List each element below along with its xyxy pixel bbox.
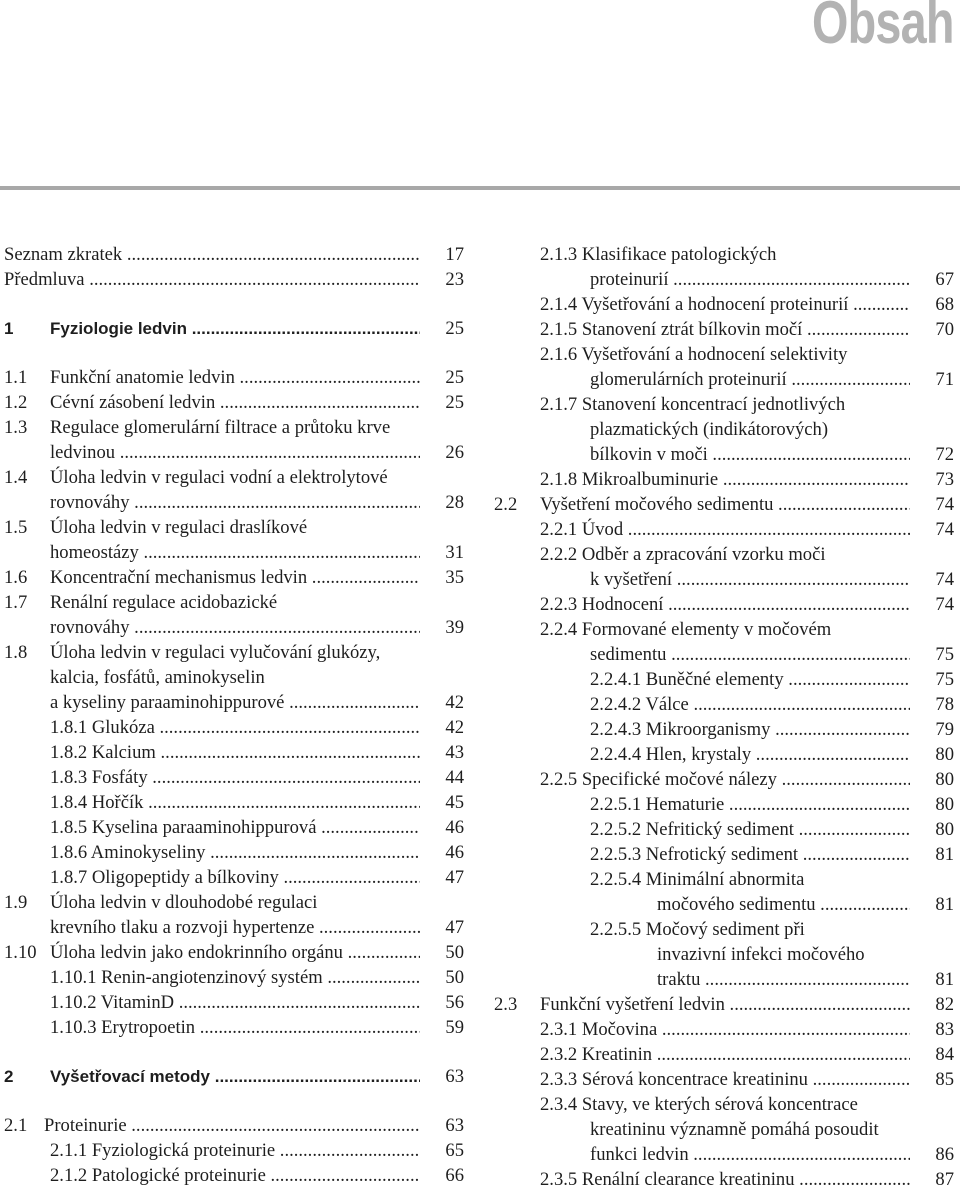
toc-entry-label: 2.3.4 Stavy, ve kterých sérová koncentrace (540, 1094, 858, 1115)
toc-entry[interactable] (494, 467, 954, 492)
toc-entry-number: 1.10 (4, 942, 37, 963)
toc-entry-label: 2.1.1 Fyziologická proteinurie ..... (50, 1138, 420, 1163)
toc-entry (494, 342, 954, 367)
toc-entry-label: Úloha ledvin jako endokrinního orgánu ..... (50, 940, 420, 965)
toc-entry-label: proteinurií ..... (590, 267, 910, 292)
toc-entry[interactable] (4, 490, 464, 515)
toc-entry[interactable] (4, 765, 464, 790)
toc-entry[interactable] (4, 440, 464, 465)
toc-entry-number: 1.9 (4, 892, 28, 913)
toc-entry-label: funkci ledvin ..... (590, 1142, 910, 1167)
toc-entry-label: 2.3.2 Kreatinin ..... (540, 1042, 910, 1067)
toc-entry[interactable] (494, 292, 954, 317)
toc-entry-page-number: 23 (445, 269, 464, 290)
toc-entry[interactable] (4, 790, 464, 815)
toc-entry-page-number: 25 (445, 392, 464, 413)
toc-entry-label: plazmatických (indikátorových) (590, 419, 829, 440)
toc-entry-label: 1.10.1 Renin-angiotenzinový systém ..... (50, 965, 420, 990)
toc-entry-label: Funkční anatomie ledvin ..... (50, 365, 420, 390)
toc-entry-page-number: 25 (445, 318, 464, 339)
toc-entry-page-number: 71 (935, 369, 954, 390)
toc-entry-label: Vyšetření močového sedimentu ..... (540, 492, 910, 517)
toc-entry-page-number: 82 (935, 994, 954, 1015)
toc-entry-page-number: 80 (935, 794, 954, 815)
toc-entry[interactable] (494, 317, 954, 342)
toc-entry-page-number: 79 (935, 719, 954, 740)
toc-entry-label: Úloha ledvin v regulaci vylučování glukózy, (50, 642, 381, 663)
section-gap (4, 1089, 464, 1113)
toc-entry[interactable] (4, 1138, 464, 1163)
page-title: Obsah (812, 0, 954, 56)
toc-entry-page-number: 72 (935, 444, 954, 465)
toc-entry-label: Vyšetřovací metody ..... (50, 1064, 420, 1089)
toc-entry-label: kreatininu významně pomáhá posoudit (590, 1119, 879, 1140)
toc-entry-page-number: 46 (445, 842, 464, 863)
toc-entry-page-number: 68 (935, 294, 954, 315)
toc-entry[interactable] (4, 940, 464, 965)
toc-entry-page-number: 50 (445, 967, 464, 988)
toc-entry-label: ledvinou ..... (50, 440, 420, 465)
toc-entry-page-number: 81 (935, 969, 954, 990)
toc-entry[interactable] (494, 517, 954, 542)
toc-entry-label: 1.8.7 Oligopeptidy a bílkoviny ..... (50, 865, 420, 890)
toc-entry (494, 542, 954, 567)
toc-entry (4, 590, 464, 615)
toc-entry-page-number: 28 (445, 492, 464, 513)
toc-entry-label: Renální regulace acidobazické (50, 592, 278, 613)
toc-entry[interactable] (4, 365, 464, 390)
toc-entry[interactable] (4, 965, 464, 990)
toc-entry-label: 2.1.6 Vyšetřování a hodnocení selektivity (540, 344, 848, 365)
toc-entry-page-number: 74 (935, 519, 954, 540)
toc-entry-label: sedimentu ..... (590, 642, 910, 667)
toc-entry-number: 1.8 (4, 642, 28, 663)
toc-entry[interactable] (494, 667, 954, 692)
toc-entry-label: 2.2.4.4 Hlen, krystaly ..... (590, 742, 910, 767)
toc-entry[interactable] (4, 740, 464, 765)
toc-entry-page-number: 81 (935, 894, 954, 915)
toc-entry[interactable] (4, 615, 464, 640)
toc-entry-number: 1 (4, 319, 14, 338)
toc-entry[interactable] (4, 990, 464, 1015)
toc-entry-number: 1.2 (4, 392, 28, 413)
toc-entry-page-number: 43 (445, 742, 464, 763)
toc-entry-label: 2.2.3 Hodnocení ..... (540, 592, 910, 617)
toc-entry-page-number: 75 (935, 644, 954, 665)
toc-entry[interactable] (494, 592, 954, 617)
section-gap (4, 341, 464, 365)
toc-entry[interactable] (4, 865, 464, 890)
toc-entry-number: 2.3 (494, 994, 518, 1015)
toc-entry-page-number: 86 (935, 1144, 954, 1165)
toc-entry-page-number: 70 (935, 319, 954, 340)
toc-entry-page-number: 84 (935, 1044, 954, 1065)
toc-entry-number: 2 (4, 1067, 14, 1086)
toc-entry[interactable] (4, 715, 464, 740)
toc-entry (494, 942, 954, 967)
toc-entry-number: 1.6 (4, 567, 28, 588)
toc-entry-label: 1.8.4 Hořčík ..... (50, 790, 420, 815)
toc-entry[interactable] (494, 717, 954, 742)
section-gap (4, 292, 464, 316)
toc-entry-page-number: 46 (445, 817, 464, 838)
toc-entry-page-number: 17 (445, 244, 464, 265)
toc-entry-number: 1.5 (4, 517, 28, 538)
toc-entry-label: 2.2.5 Specifické močové nálezy ..... (540, 767, 910, 792)
toc-entry[interactable] (494, 792, 954, 817)
toc-entry-page-number: 56 (445, 992, 464, 1013)
toc-entry[interactable] (4, 390, 464, 415)
toc-entry-label: 2.2.5.2 Nefritický sediment ..... (590, 817, 910, 842)
toc-entry-page-number: 65 (445, 1140, 464, 1161)
toc-entry-label: a kyseliny paraaminohippurové ..... (50, 690, 420, 715)
toc-entry (4, 415, 464, 440)
toc-entry[interactable] (4, 1015, 464, 1040)
toc-entry[interactable] (494, 492, 954, 517)
toc-entry-page-number: 81 (935, 844, 954, 865)
toc-entry-label: bílkovin v moči ..... (590, 442, 910, 467)
header-divider (0, 186, 960, 190)
toc-entry-label: 2.1.7 Stanovení koncentrací jednotlivých (540, 394, 846, 415)
toc-entry-label: 2.3.1 Močovina ..... (540, 1017, 910, 1042)
toc-entry-page-number: 80 (935, 744, 954, 765)
toc-entry-label: 2.2.2 Odběr a zpracování vzorku moči (540, 544, 826, 565)
toc-entry[interactable] (494, 992, 954, 1017)
toc-entry-label: 2.1.3 Klasifikace patologických (540, 244, 777, 265)
toc-entry-label: Proteinurie ..... (44, 1113, 420, 1138)
toc-entry-number: 2.1 (4, 1115, 28, 1136)
toc-entry-label: 1.8.2 Kalcium ..... (50, 740, 420, 765)
toc-entry-page-number: 59 (445, 1017, 464, 1038)
toc-entry-number: 2.2 (494, 494, 518, 515)
toc-entry-page-number: 44 (445, 767, 464, 788)
toc-entry-label: kalcia, fosfátů, aminokyselin (50, 667, 265, 688)
toc-entry[interactable] (4, 267, 464, 292)
toc-entry (4, 515, 464, 540)
toc-entry[interactable] (494, 967, 954, 992)
toc-entry (4, 890, 464, 915)
toc-entry[interactable] (494, 1167, 954, 1192)
toc-entry-page-number: 39 (445, 617, 464, 638)
toc-entry-page-number: 74 (935, 494, 954, 515)
toc-entry-label: 2.2.5.3 Nefrotický sediment ..... (590, 842, 910, 867)
toc-entry-page-number: 26 (445, 442, 464, 463)
toc-entry-page-number: 66 (445, 1165, 464, 1186)
toc-entry (494, 617, 954, 642)
toc-entry-label: Úloha ledvin v regulaci vodní a elektrolytové (50, 467, 388, 488)
toc-entry-label: Úloha ledvin v dlouhodobé regulaci (50, 892, 318, 913)
toc-entry[interactable] (494, 767, 954, 792)
toc-entry-page-number: 78 (935, 694, 954, 715)
toc-entry[interactable] (4, 840, 464, 865)
toc-entry (494, 417, 954, 442)
toc-entry[interactable] (4, 1064, 464, 1089)
toc-entry-label: krevního tlaku a rozvoji hypertenze ..... (50, 915, 420, 940)
toc-entry-page-number: 80 (935, 769, 954, 790)
toc-entry[interactable] (4, 815, 464, 840)
toc-entry[interactable] (494, 817, 954, 842)
toc-entry-label: rovnováhy ..... (50, 490, 420, 515)
toc-entry-page-number: 45 (445, 792, 464, 813)
toc-entry-number: 1.7 (4, 592, 28, 613)
toc-entry-page-number: 42 (445, 717, 464, 738)
toc-entry-page-number: 50 (445, 942, 464, 963)
toc-entry[interactable] (494, 742, 954, 767)
toc-entry-label: 1.8.1 Glukóza ..... (50, 715, 420, 740)
toc-entry-label: 2.1.5 Stanovení ztrát bílkovin močí ..... (540, 317, 910, 342)
toc-entry (494, 242, 954, 267)
toc-entry[interactable] (494, 692, 954, 717)
toc-entry (494, 1092, 954, 1117)
toc-entry[interactable] (494, 642, 954, 667)
toc-entry-label: 2.2.4.2 Válce ..... (590, 692, 910, 717)
toc-entry-label: močového sedimentu ..... (657, 892, 910, 917)
toc-entry-label: Cévní zásobení ledvin ..... (50, 390, 420, 415)
toc-entry (4, 665, 464, 690)
toc-entry-label: 2.2.4.1 Buněčné elementy ..... (590, 667, 910, 692)
toc-entry-label: 1.10.2 VitaminD ..... (50, 990, 420, 1015)
toc-entry[interactable] (494, 1017, 954, 1042)
toc-entry-page-number: 35 (445, 567, 464, 588)
toc-entry-label: 2.2.1 Úvod ..... (540, 517, 910, 542)
toc-entry-label: homeostázy ..... (50, 540, 420, 565)
toc-entry-page-number: 80 (935, 819, 954, 840)
section-gap (4, 1040, 464, 1064)
toc-entry-label: 2.2.4.3 Mikroorganismy ..... (590, 717, 910, 742)
toc-entry[interactable] (494, 267, 954, 292)
toc-entry-label: Fyziologie ledvin ..... (50, 316, 420, 341)
toc-entry-label: Koncentrační mechanismus ledvin ..... (50, 565, 420, 590)
toc-entry-label: 2.2.4 Formované elementy v močovém (540, 619, 832, 640)
toc-entry-label: 2.1.4 Vyšetřování a hodnocení proteinurií ..... (540, 292, 910, 317)
toc-entry[interactable] (494, 567, 954, 592)
toc-entry-label: 2.2.5.4 Minimální abnormita (590, 869, 805, 890)
toc-entry (494, 392, 954, 417)
toc-entry-number: 1.3 (4, 417, 28, 438)
toc-entry-number: 1.4 (4, 467, 28, 488)
toc-entry-label: k vyšetření ..... (590, 567, 910, 592)
toc-entry-label: 1.8.3 Fosfáty ..... (50, 765, 420, 790)
toc-entry-page-number: 31 (445, 542, 464, 563)
toc-entry-label: 2.1.8 Mikroalbuminurie ..... (540, 467, 910, 492)
toc-entry-label: glomerulárních proteinurií ..... (590, 367, 910, 392)
toc-entry-label: Předmluva ..... (4, 267, 420, 292)
toc-entry-page-number: 47 (445, 867, 464, 888)
toc-entry-label: invazivní infekci močového (657, 944, 865, 965)
toc-entry-page-number: 63 (445, 1115, 464, 1136)
toc-entry-page-number: 83 (935, 1019, 954, 1040)
toc-entry[interactable] (494, 367, 954, 392)
toc-entry[interactable] (494, 1067, 954, 1092)
toc-entry-page-number: 85 (935, 1069, 954, 1090)
toc-entry-page-number: 47 (445, 917, 464, 938)
toc-entry-label: 1.10.3 Erytropoetin ..... (50, 1015, 420, 1040)
toc-entry[interactable] (494, 1042, 954, 1067)
toc-entry (4, 465, 464, 490)
toc-entry-label: Funkční vyšetření ledvin ..... (540, 992, 910, 1017)
toc-entry-page-number: 75 (935, 669, 954, 690)
toc-entry[interactable] (4, 915, 464, 940)
toc-entry[interactable] (4, 565, 464, 590)
toc-entry-page-number: 87 (935, 1169, 954, 1190)
toc-entry[interactable] (4, 242, 464, 267)
toc-entry-label: 2.2.5.1 Hematurie ..... (590, 792, 910, 817)
toc-entry-label: 2.3.3 Sérová koncentrace kreatininu ..... (540, 1067, 910, 1092)
toc-entry-label: Seznam zkratek ..... (4, 242, 420, 267)
toc-entry-page-number: 73 (935, 469, 954, 490)
toc-entry-label: traktu ..... (657, 967, 910, 992)
toc-left-column (4, 242, 464, 1188)
toc-right-column (494, 242, 954, 1192)
toc-entry (494, 867, 954, 892)
toc-entry-label: Regulace glomerulární filtrace a průtoku krve (50, 417, 391, 438)
toc-entry (494, 917, 954, 942)
toc-entry-page-number: 25 (445, 367, 464, 388)
toc-entry-page-number: 67 (935, 269, 954, 290)
toc-entry-label: 2.3.5 Renální clearance kreatininu ..... (540, 1167, 910, 1192)
toc-entry-number: 1.1 (4, 367, 28, 388)
toc-entry-page-number: 42 (445, 692, 464, 713)
toc-entry[interactable] (4, 316, 464, 341)
toc-entry-page-number: 74 (935, 594, 954, 615)
toc-entry-label: 1.8.6 Aminokyseliny ..... (50, 840, 420, 865)
toc-entry-label: 2.2.5.5 Močový sediment při (590, 919, 805, 940)
toc-entry[interactable] (4, 1163, 464, 1188)
toc-entry-label: rovnováhy ..... (50, 615, 420, 640)
toc-entry[interactable] (4, 540, 464, 565)
toc-entry[interactable] (494, 892, 954, 917)
toc-entry-page-number: 74 (935, 569, 954, 590)
toc-entry (4, 640, 464, 665)
toc-entry-label: Úloha ledvin v regulaci draslíkové (50, 517, 308, 538)
toc-entry-label: 2.1.2 Patologické proteinurie ..... (50, 1163, 420, 1188)
toc-entry-page-number: 63 (445, 1066, 464, 1087)
toc-entry (494, 1117, 954, 1142)
toc-entry[interactable] (494, 442, 954, 467)
toc-entry[interactable] (4, 690, 464, 715)
toc-entry-label: 1.8.5 Kyselina paraaminohippurová ..... (50, 815, 420, 840)
toc-entry[interactable] (4, 1113, 464, 1138)
toc-entry[interactable] (494, 1142, 954, 1167)
toc-entry[interactable] (494, 842, 954, 867)
